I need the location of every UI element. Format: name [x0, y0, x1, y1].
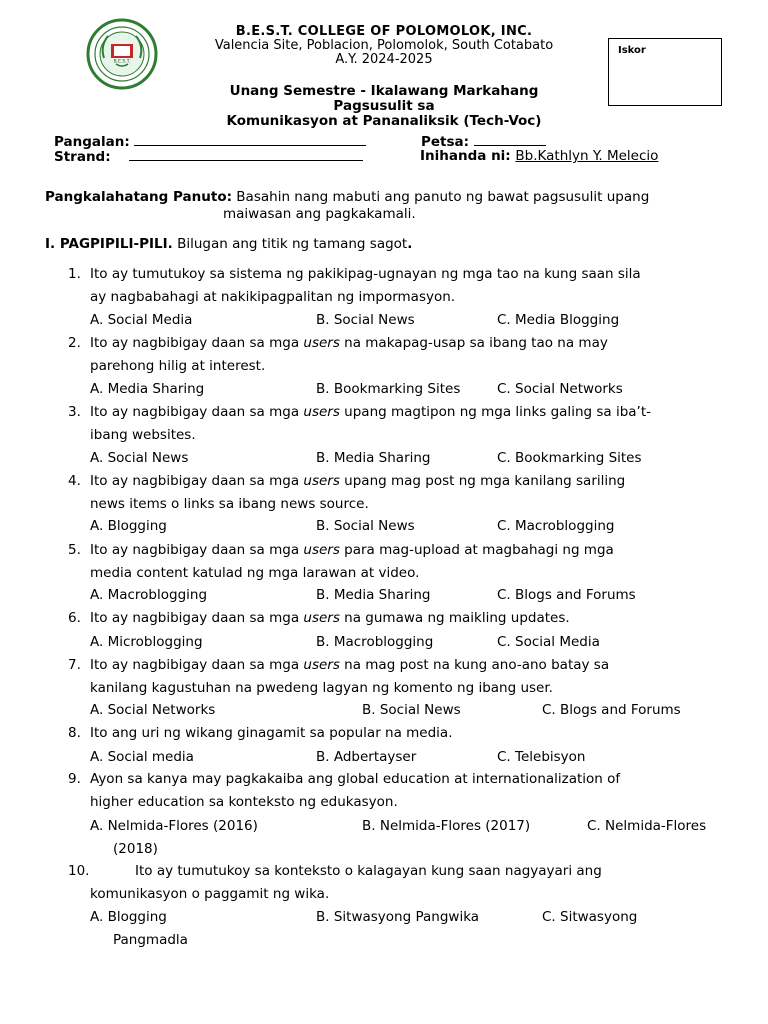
strand-blank[interactable]: [129, 148, 363, 161]
section-title: I. PAGPIPILI-PILI.: [45, 236, 173, 252]
question-text-post: upang magtipon ng mga links galing sa iba’t-: [339, 404, 652, 420]
choice-a: A. Social News: [90, 450, 189, 466]
question-number: 7.: [68, 657, 81, 673]
question-text-pre: Ito ang uri ng wikang ginagamit sa popular na media.: [90, 725, 453, 741]
question-text: [90, 539, 730, 562]
question-text-continued: news items o links sa ibang news source.: [90, 496, 369, 512]
name-label: Pangalan:: [54, 134, 130, 150]
exam-title-line-3: Komunikasyon at Pananaliksik (Tech-Voc): [226, 113, 542, 129]
question-text-post: para mag-upload at magbahagi ng mga: [339, 542, 614, 558]
school-address: Valencia Site, Poblacion, Polomolok, South Cotabato: [214, 38, 554, 53]
question-text-pre: Ayon sa kanya may pagkakaiba ang global education at internationalization of: [90, 771, 621, 787]
question-text-pre: Ito ay nagbibigay daan sa mga: [90, 542, 304, 558]
question-text-emphasis: users: [303, 473, 340, 489]
question-number: 10.: [68, 863, 90, 879]
question-text-continued: media content katulad ng mga larawan at video.: [90, 565, 420, 581]
choice-c-continued: (2018): [113, 841, 158, 857]
choice-c: C. Social Media: [497, 634, 600, 650]
choice-c: C. Blogs and Forums: [497, 587, 636, 603]
choice-c: C. Nelmida-Flores: [587, 818, 707, 834]
question-text-pre: Ito ay nagbibigay daan sa mga: [90, 335, 304, 351]
directions-text-2: maiwasan ang pagkakamali.: [223, 206, 416, 222]
choice-c: C. Bookmarking Sites: [497, 450, 642, 466]
directions-text-1: Basahin nang mabuti ang panuto ng bawat pagsusulit upang: [232, 189, 650, 205]
strand-row: [54, 148, 363, 165]
question-text-post: na mag post na kung ano-ano batay sa: [339, 657, 610, 673]
question-text: [90, 470, 730, 493]
question-number: 6.: [68, 610, 81, 626]
choice-a: A. Nelmida-Flores (2016): [90, 818, 258, 834]
choice-a: A. Media Sharing: [90, 381, 205, 397]
question-number: 9.: [68, 771, 81, 787]
prepared-label: Inihanda ni:: [420, 148, 511, 164]
question-text-post: na gumawa ng maikling updates.: [339, 610, 570, 626]
academic-year: A.Y. 2024-2025: [335, 52, 433, 67]
question-text: [90, 768, 730, 791]
choice-c: C. Sitwasyong: [542, 909, 638, 925]
question-number: 1.: [68, 266, 81, 282]
question-text-continued: komunikasyon o paggamit ng wika.: [90, 886, 330, 902]
choice-c-continued: Pangmadla: [113, 932, 188, 948]
general-directions: [45, 189, 735, 223]
question-text-pre: Ito ay nagbibigay daan sa mga: [90, 404, 304, 420]
question-text: [90, 263, 730, 286]
question-text-pre: Ito ay nagbibigay daan sa mga: [90, 610, 304, 626]
choice-b: B. Social News: [316, 518, 415, 534]
exam-title-line-1: Unang Semestre - Ikalawang Markahang: [229, 83, 539, 99]
choice-b: B. Social News: [316, 312, 415, 328]
choice-a: A. Social media: [90, 749, 194, 765]
question-text: [90, 722, 730, 745]
question-number: 3.: [68, 404, 81, 420]
choice-a: A. Social Networks: [90, 702, 216, 718]
question-number: 2.: [68, 335, 81, 351]
section-heading: I. PAGPIPILI-PILI. Bilugan ang titik ng tamang sagot.: [45, 236, 413, 252]
question-text-pre: Ito ay tumutukoy sa sistema ng pakikipag-ugnayan ng mga tao na kung saan sila: [90, 266, 641, 282]
question-text-pre: Ito ay nagbibigay daan sa mga: [90, 473, 304, 489]
date-blank[interactable]: [474, 133, 546, 146]
prepared-row: [420, 148, 658, 164]
question-text-pre: Ito ay nagbibigay daan sa mga: [90, 657, 304, 673]
question-text-continued: kanilang kagustuhan na pwedeng lagyan ng komento ng ibang user.: [90, 680, 553, 696]
choice-b: B. Media Sharing: [316, 587, 431, 603]
teacher-name: Bb.Kathlyn Y. Melecio: [515, 148, 659, 164]
choice-b: B. Adbertayser: [316, 749, 417, 765]
question-text-post: upang mag post ng mga kanilang sariling: [339, 473, 626, 489]
question-text-continued: parehong hilig at interest.: [90, 358, 266, 374]
question-text-emphasis: users: [303, 657, 340, 673]
choice-a: A. Blogging: [90, 909, 167, 925]
question-text-pre: Ito ay tumutukoy sa konteksto o kalagayan kung saan nagyayari ang: [135, 863, 602, 879]
question-text-emphasis: users: [303, 542, 340, 558]
choice-a: A. Social Media: [90, 312, 193, 328]
question-text-continued: ay nagbabahagi at nakikipagpalitan ng impormasyon.: [90, 289, 456, 305]
question-number: 8.: [68, 725, 81, 741]
choice-a: A. Microblogging: [90, 634, 203, 650]
question-text: [90, 654, 730, 677]
exam-title: [0, 84, 768, 129]
choice-b: B. Media Sharing: [316, 450, 431, 466]
choice-b: B. Sitwasyong Pangwika: [316, 909, 480, 925]
choice-c: C. Telebisyon: [497, 749, 586, 765]
date-label: Petsa:: [421, 134, 470, 150]
choice-c: C. Macroblogging: [497, 518, 615, 534]
choice-c: C. Blogs and Forums: [542, 702, 681, 718]
choice-c: C. Social Networks: [497, 381, 623, 397]
question-text-continued: ibang websites.: [90, 427, 196, 443]
choice-b: B. Nelmida-Flores (2017): [362, 818, 531, 834]
choice-a: A. Blogging: [90, 518, 167, 534]
question-number: 5.: [68, 542, 81, 558]
question-text-post: na makapag-usap sa ibang tao na may: [339, 335, 608, 351]
directions-label: Pangkalahatang Panuto:: [45, 189, 232, 205]
question-text: [135, 860, 735, 883]
choice-b: B. Bookmarking Sites: [316, 381, 461, 397]
choice-a: A. Macroblogging: [90, 587, 208, 603]
exam-title-line-2: Pagsusulit sa: [333, 98, 435, 114]
question-text: [90, 607, 730, 630]
strand-label: Strand:: [54, 149, 111, 165]
question-number: 4.: [68, 473, 81, 489]
school-name: B.E.S.T. COLLEGE OF POLOMOLOK, INC.: [235, 24, 533, 39]
question-text-emphasis: users: [303, 404, 340, 420]
score-label: Iskor: [618, 45, 646, 56]
question-text-emphasis: users: [303, 335, 340, 351]
choice-b: B. Social News: [362, 702, 461, 718]
question-text-emphasis: users: [303, 610, 340, 626]
choice-b: B. Macroblogging: [316, 634, 434, 650]
question-text: [90, 401, 730, 424]
question-text: [90, 332, 730, 355]
name-blank[interactable]: [134, 133, 366, 146]
choice-c: C. Media Blogging: [497, 312, 620, 328]
question-text-continued: higher education sa konteksto ng edukasyon.: [90, 794, 398, 810]
section-instruction: Bilugan ang titik ng tamang sagot: [172, 236, 408, 252]
logo-inner-text: B.E.S.T.: [113, 59, 131, 65]
